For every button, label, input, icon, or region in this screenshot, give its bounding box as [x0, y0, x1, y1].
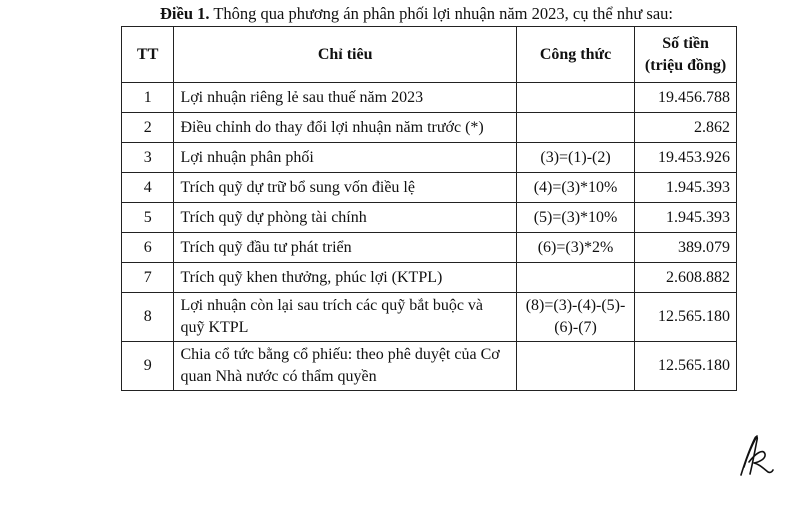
cell-indicator: Trích quỹ dự phòng tài chính — [174, 203, 516, 233]
cell-indicator: Chia cổ tức bằng cổ phiếu: theo phê duyệt của Cơ quan Nhà nước có thẩm quyền — [174, 342, 516, 391]
cell-indicator: Lợi nhuận phân phối — [174, 143, 516, 173]
resolution-heading — [160, 4, 673, 24]
cell-amount: 389.079 — [635, 233, 737, 263]
table-row — [122, 143, 737, 173]
cell-amount: 12.565.180 — [635, 293, 737, 342]
header-tt: TT — [122, 27, 174, 83]
table-row — [122, 113, 737, 143]
cell-tt: 3 — [122, 143, 174, 173]
table-row — [122, 173, 737, 203]
table-row — [122, 293, 737, 342]
cell-amount: 12.565.180 — [635, 342, 737, 391]
cell-indicator: Trích quỹ khen thưởng, phúc lợi (KTPL) — [174, 263, 516, 293]
cell-tt: 5 — [122, 203, 174, 233]
cell-tt: 6 — [122, 233, 174, 263]
cell-amount: 19.456.788 — [635, 83, 737, 113]
cell-formula — [516, 263, 634, 293]
cell-indicator: Trích quỹ dự trữ bổ sung vốn điều lệ — [174, 173, 516, 203]
cell-formula — [516, 342, 634, 391]
cell-formula — [516, 83, 634, 113]
cell-amount: 2.862 — [635, 113, 737, 143]
header-amount — [635, 27, 737, 83]
cell-indicator: Trích quỹ đầu tư phát triển — [174, 233, 516, 263]
cell-tt: 4 — [122, 173, 174, 203]
cell-amount: 2.608.882 — [635, 263, 737, 293]
cell-formula: (6)=(3)*2% — [516, 233, 634, 263]
article-number: Điều 1. — [160, 4, 210, 23]
cell-tt: 7 — [122, 263, 174, 293]
cell-tt: 2 — [122, 113, 174, 143]
header-amount-line2: (triệu đồng) — [644, 56, 727, 74]
table-row — [122, 203, 737, 233]
profit-distribution-table — [121, 26, 737, 391]
cell-amount: 19.453.926 — [635, 143, 737, 173]
table-row — [122, 342, 737, 391]
table-row — [122, 233, 737, 263]
cell-amount: 1.945.393 — [635, 173, 737, 203]
cell-formula: (5)=(3)*10% — [516, 203, 634, 233]
cell-tt: 1 — [122, 83, 174, 113]
cell-indicator: Điều chỉnh do thay đổi lợi nhuận năm trước (*) — [174, 113, 516, 143]
table-header-row — [122, 27, 737, 83]
cell-formula — [516, 113, 634, 143]
cell-formula: (3)=(1)-(2) — [516, 143, 634, 173]
article-text: Thông qua phương án phân phối lợi nhuận năm 2023, cụ thể như sau: — [209, 4, 674, 23]
cell-indicator: Lợi nhuận còn lại sau trích các quỹ bắt buộc và quỹ KTPL — [174, 293, 516, 342]
table-row — [122, 83, 737, 113]
header-indicator: Chỉ tiêu — [174, 27, 516, 83]
cell-formula: (8)=(3)-(4)-(5)-(6)-(7) — [516, 293, 634, 342]
cell-indicator: Lợi nhuận riêng lẻ sau thuế năm 2023 — [174, 83, 516, 113]
handwritten-initials-icon — [735, 432, 775, 477]
header-amount-line1: Số tiền — [662, 34, 709, 52]
cell-formula: (4)=(3)*10% — [516, 173, 634, 203]
cell-tt: 8 — [122, 293, 174, 342]
cell-tt: 9 — [122, 342, 174, 391]
cell-amount: 1.945.393 — [635, 203, 737, 233]
header-formula: Công thức — [516, 27, 634, 83]
table-row — [122, 263, 737, 293]
